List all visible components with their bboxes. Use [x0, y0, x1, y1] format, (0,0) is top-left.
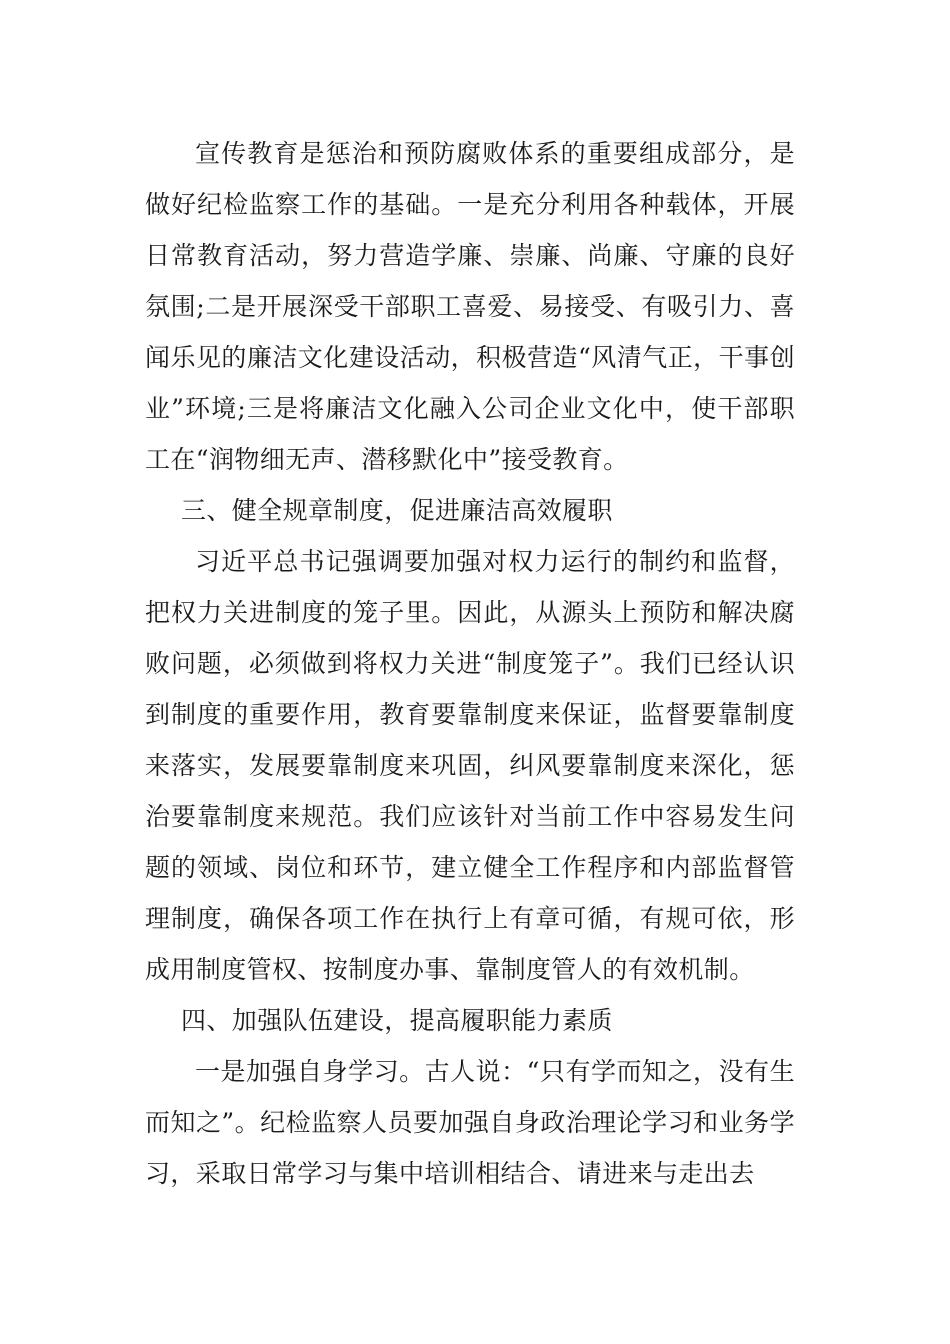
document-body [145, 128, 795, 1199]
body-paragraph: 一是加强自身学习。古人说：“只有学而知之，没有生而知之”。纪检监察人员要加强自身政治理论学习和业务学习，采取日常学习与集中培训相结合、请进来与走出去 [145, 1057, 795, 1188]
section-heading: 四、加强队伍建设，提高履职能力素质 [181, 1006, 613, 1035]
body-paragraph: 宣传教育是惩治和预防腐败体系的重要组成部分，是做好纪检监察工作的基础。一是充分利用各种载体，开展日常教育活动，努力营造学廉、崇廉、尚廉、守廉的良好氛围;二是开展深受干部职工喜爱、易接受、有吸引力、喜闻乐见的廉洁文化建设活动，积极营造“风清气正，干事创业”环境;三是将廉洁文化融入公司企业文化中，使干部职工在“润物细无声、潜移默化中”接受教育。 [145, 139, 795, 474]
section-heading: 三、健全规章制度，促进廉洁高效履职 [181, 496, 613, 525]
body-paragraph: 习近平总书记强调要加强对权力运行的制约和监督，把权力关进制度的笼子里。因此，从源头上预防和解决腐败问题，必须做到将权力关进“制度笼子”。我们已经认识到制度的重要作用，教育要靠制度来保证，监督要靠制度来落实，发展要靠制度来巩固，纠风要靠制度来深化，惩治要靠制度来规范。我们应该针对当前工作中容易发生问题的领域、岗位和环节，建立健全工作程序和内部监督管理制度，确保各项工作在执行上有章可循，有规可依，形成用制度管权、按制度办事、靠制度管人的有效机制。 [145, 547, 795, 984]
